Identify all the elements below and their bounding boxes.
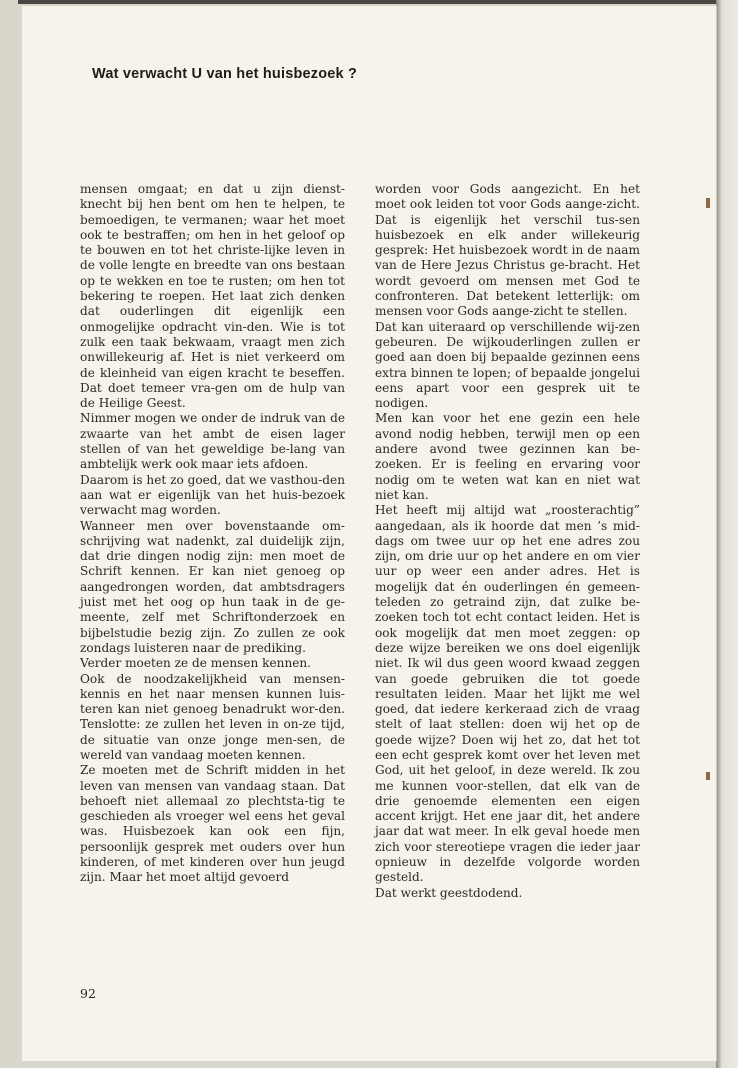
text-column-left — [80, 182, 345, 886]
paragraph: Nimmer mogen we onder de indruk van de zwaarte van het ambt de eisen lager stellen of van het geweldige be-lang van ambtelijk werk ook maar iets afdoen. — [80, 411, 345, 472]
paragraph: Verder moeten ze de mensen kennen. — [80, 656, 312, 671]
page-heading: Wat verwacht U van het huisbezoek ? — [92, 66, 358, 82]
paragraph: Ze moeten met de Schrift midden in het leven van mensen van vandaag staan. Dat behoeft niet allemaal zo plechtsta-tig te geschieden als vroeger wel eens het geval was. Huisbezoek kan ook een fijn, persoonlijk gesprek met ouders over hun kinderen, of met kinderen over hun jeugd zijn. Maar het moet altijd gevoerd — [80, 763, 345, 885]
paragraph: Wanneer men over bovenstaande om-schrijving wat nadenkt, zal duidelijk zijn, dat drie dingen nodig zijn: men moet de Schrift kennen. Er kan niet genoeg op aangedrongen worden, dat ambtsdragers juist met het oog op hun taak in de ge-meente, zelf met Schriftonderzoek en bijbelstudie bezig zijn. Zo zullen ze ook zondags luisteren naar de prediking. — [80, 518, 345, 655]
paragraph: worden voor Gods aangezicht. En het moet ook leiden tot voor Gods aange-zicht. Dat is eigenlijk het verschil tus-sen huisbezoek en elk ander willekeurig gesprek: Het huisbezoek wordt in de naam van de Here Jezus Christus ge-bracht. Het wordt gevoerd om mensen met God te confronteren. Dat betekent letterlijk: om mensen voor Gods aange-zicht te stellen. — [375, 182, 640, 319]
paragraph: Men kan voor het ene gezin een hele avond nodig hebben, terwijl men op een andere avond twee gezinnen kan be-zoeken. Er is feeling en ervaring voor nodig om te weten wat kan en niet wat niet kan. — [375, 411, 640, 502]
paragraph: Het heeft mij altijd wat „roosterachtig” aangedaan, als ik hoorde dat men ’s mid-dags om twee uur op het ene adres zou zijn, om drie uur op het andere en om vier uur op weer een ander adres. Het is mogelijk dat én ouderlingen én gemeen-teleden zo getraind zijn, dat zulke be-zoeken toch tot echt contact leiden. Het is ook mogelijk dat men moet zeggen: op deze wijze bereiken we ons doel eigenlijk niet. Ik wil dus geen woord kwaad zeggen van goede gebruiken die tot goede resultaten leiden. Maar het lijkt me wel goed, dat iedere kerkeraad zich de vraag stelt of laat stellen: doen wij het op de goede wijze? Doen wij het zo, dat het tot een echt gesprek komt over het leven met God, uit het geloof, in deze wereld. Ik zou me kunnen voor-stellen, dat elk van de drie genoemde elementen een eigen accent krijgt. Het ene jaar dit, het andere jaar dat wat meer. In elk geval hoede men zich voor stereotiepe vragen die ieder jaar opnieuw in dezelfde volgorde worden gesteld. — [375, 503, 640, 885]
paragraph: Dat kan uiteraard op verschillende wij-zen gebeuren. De wijkouderlingen zullen er goed aan doen bij bepaalde gezinnen eens extra binnen te lopen; of bepaalde jongelui eens apart voor een gesprek uit te nodigen. — [375, 319, 640, 411]
paragraph: Daarom is het zo goed, dat we vasthou-den aan wat er eigenlijk van het huis-bezoek verwacht mag worden. — [80, 472, 345, 518]
margin-mark — [706, 772, 710, 780]
paragraph: mensen omgaat; en dat u zijn dienst-knecht bij hen bent om hen te helpen, te bemoedigen, te vermanen; waar het moet ook te bestraffen; om hen in het geloof op te bouwen en tot het christe-lijke leven in de volle lengte en breedte van ons bestaan op te wekken en toe te rusten; om hen tot bekering te roepen. Het laat zich denken dat ouderlingen dit eigenlijk een onmogelijke opdracht vin-den. Wie is tot zulk een taak bekwaam, vraagt men zich onwillekeurig af. Het is niet verkeerd om de kleinheid van eigen kracht te beseffen. Dat doet temeer vra-gen om de hulp van de Heilige Geest. — [80, 182, 345, 411]
margin-mark — [706, 198, 710, 208]
page-number: 92 — [80, 986, 96, 1001]
paragraph: Dat werkt geestdodend. — [375, 885, 523, 900]
text-column-right — [375, 182, 640, 901]
paragraph: Ook de noodzakelijkheid van mensen-kennis en het naar mensen kunnen luis-teren kan niet genoeg benadrukt wor-den. Tenslotte: ze zullen het leven in on-ze tijd, de situatie van onze jonge men-sen, de wereld van vandaag moeten kennen. — [80, 671, 345, 762]
scan-top-border — [18, 0, 738, 4]
page-edge-shadow — [716, 0, 738, 1068]
